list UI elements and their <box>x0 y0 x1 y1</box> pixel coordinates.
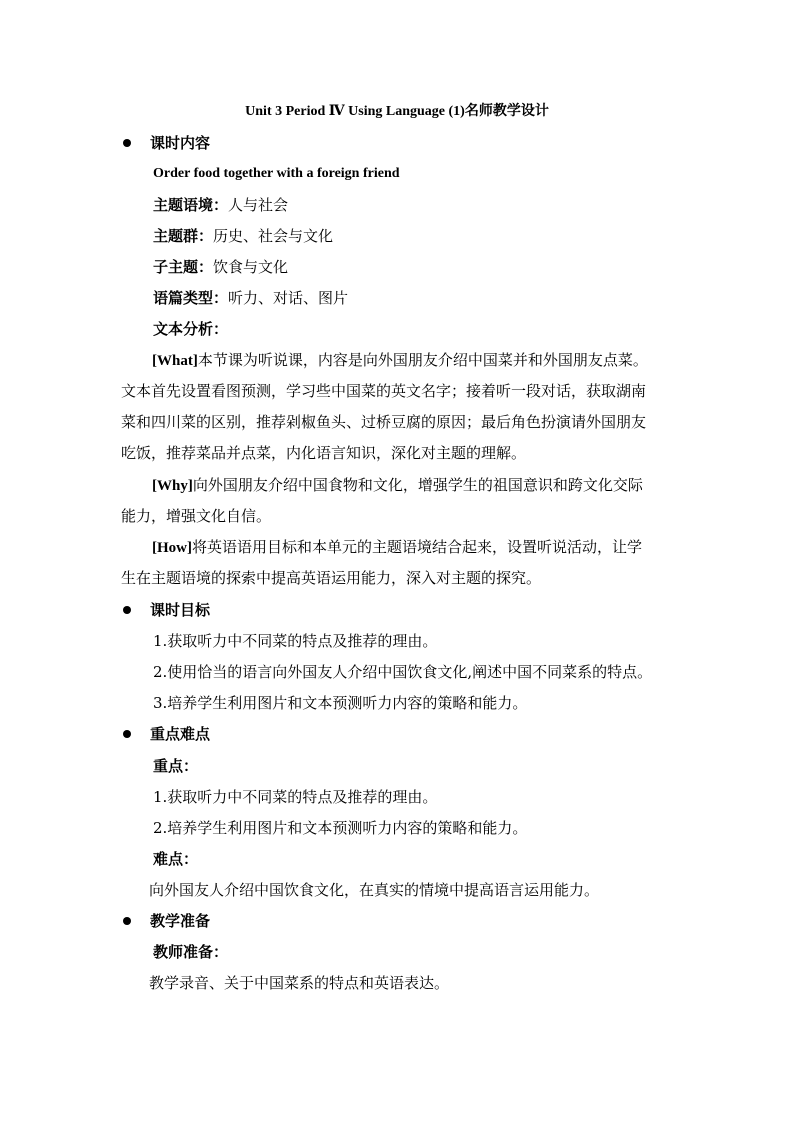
how-paragraph-line <box>152 536 642 559</box>
document-title: Unit 3 Period Ⅳ Using Language (1)名师教学设计 <box>245 104 549 119</box>
objective-item: 3.培养学生利用图片和文本预测听力内容的策略和能力。 <box>153 694 528 712</box>
why-text: 向外国朋友介绍中国食物和文化，增强学生的祖国意识和跨文化交际 <box>192 476 643 494</box>
teacher-prep-text: 教学录音、关于中国菜系的特点和英语表达。 <box>149 974 450 992</box>
what-paragraph-line <box>152 349 648 372</box>
text-type-label: 语篇类型： <box>153 289 229 307</box>
focus-label: 重点： <box>153 757 199 775</box>
theme-group-value: 历史、社会与文化 <box>213 227 334 245</box>
theme-group-label: 主题群： <box>153 227 214 245</box>
section-heading-content: 课时内容 <box>150 134 211 152</box>
how-paragraph-line: 生在主题语境的探索中提高英语运用能力，深入对主题的探究。 <box>121 569 542 587</box>
theme-group-row <box>153 225 333 247</box>
theme-context-row <box>153 194 288 216</box>
section-heading-preparation: 教学准备 <box>150 912 211 930</box>
what-paragraph-line: 吃饭，推荐菜品并点菜，内化语言知识，深化对主题的理解。 <box>121 444 527 462</box>
objective-item: 1.获取听力中不同菜的特点及推荐的理由。 <box>153 632 438 650</box>
analysis-label: 文本分析： <box>153 320 229 338</box>
what-tag: [What] <box>152 353 198 369</box>
section-heading-objectives: 课时目标 <box>150 601 211 619</box>
what-paragraph-line: 文本首先设置看图预测，学习些中国菜的英文名字；接着听一段对话，获取湖南 <box>121 382 647 400</box>
how-text: 将英语语用目标和本单元的主题语境结合起来，设置听说活动，让学 <box>192 538 643 556</box>
bullet-icon <box>123 606 131 614</box>
focus-item: 2.培养学生利用图片和文本预测听力内容的策略和能力。 <box>153 819 528 837</box>
text-type-value: 听力、对话、图片 <box>228 289 349 307</box>
theme-context-label: 主题语境： <box>153 196 229 214</box>
focus-item: 1.获取听力中不同菜的特点及推荐的理由。 <box>153 788 438 806</box>
difficulty-text: 向外国友人介绍中国饮食文化，在真实的情境中提高语言运用能力。 <box>149 881 600 899</box>
what-text: 本节课为听说课，内容是向外国朋友介绍中国菜并和外国朋友点菜。 <box>197 351 648 369</box>
subtheme-row <box>153 256 288 278</box>
why-paragraph-line: 能力，增强文化自信。 <box>121 507 272 525</box>
bullet-icon <box>123 917 131 925</box>
text-type-row <box>153 287 348 309</box>
section-heading-key-points: 重点难点 <box>150 725 211 743</box>
bullet-icon <box>123 730 131 738</box>
difficulty-label: 难点： <box>153 850 199 868</box>
bullet-icon <box>123 139 131 147</box>
theme-context-value: 人与社会 <box>228 196 289 214</box>
how-tag: [How] <box>152 540 192 556</box>
subtheme-value: 饮食与文化 <box>213 258 289 276</box>
topic-english: Order food together with a foreign friend <box>153 166 400 181</box>
subtheme-label: 子主题： <box>153 258 214 276</box>
why-tag: [Why] <box>152 478 193 494</box>
objective-item: 2.使用恰当的语言向外国友人介绍中国饮食文化,阐述中国不同菜系的特点。 <box>153 663 653 681</box>
what-paragraph-line: 菜和四川菜的区别，推荐剁椒鱼头、过桥豆腐的原因；最后角色扮演请外国朋友 <box>121 413 647 431</box>
why-paragraph-line <box>152 474 643 497</box>
teacher-prep-label: 教师准备： <box>153 943 229 961</box>
